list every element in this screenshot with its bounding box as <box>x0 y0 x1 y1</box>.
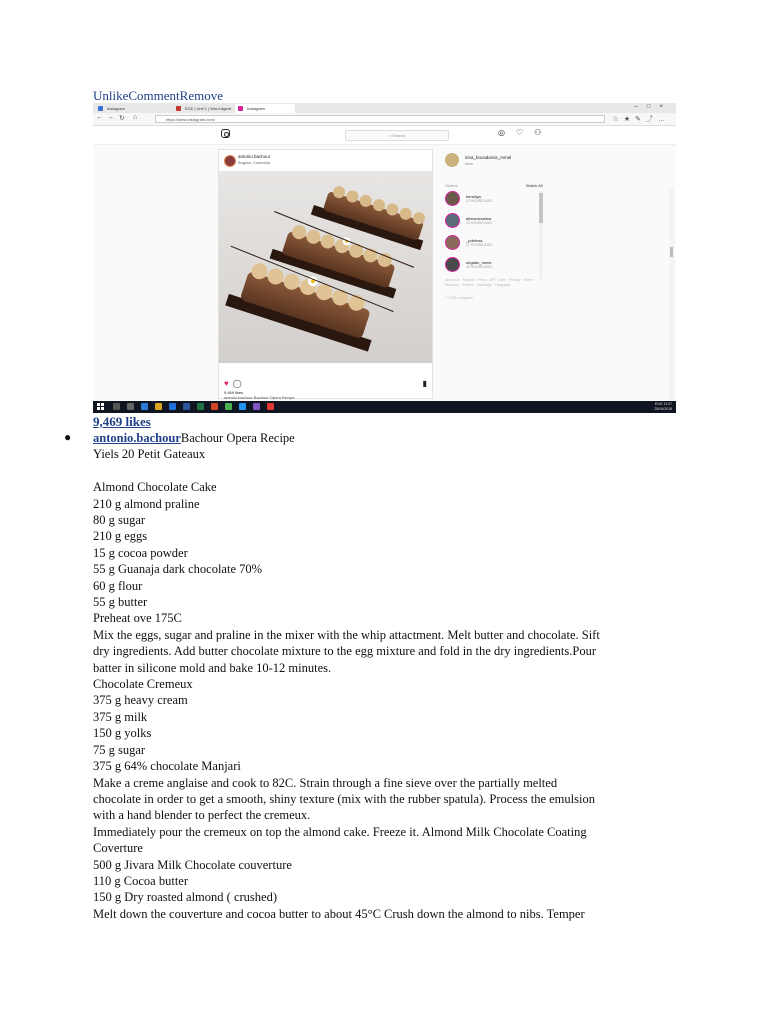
clock-time: 11:07 <box>663 402 672 406</box>
recipe-line: Melt down the couverture and cocoa butter to about 45°C Crush down the almond to nibs. Temper <box>93 906 585 921</box>
recipe-line: 210 g almond praline <box>93 496 200 511</box>
search-input[interactable]: ⌕ Search <box>345 130 449 141</box>
folder-icon[interactable] <box>155 403 162 410</box>
bullet-icon: ● <box>64 430 72 444</box>
recipe-line: 150 g Dry roasted almond ( crushed) <box>93 890 277 905</box>
comment-link[interactable]: Comment <box>128 88 180 103</box>
feed <box>93 145 676 400</box>
chrome-icon[interactable] <box>225 403 232 410</box>
recipe-line: Chocolate Cremeux <box>93 677 193 692</box>
sidebar <box>443 153 563 353</box>
recipe-title: Bachour Opera Recipe <box>180 431 295 445</box>
instagram-screenshot <box>93 103 676 413</box>
tab-favicon-icon <box>238 106 243 111</box>
header-icons <box>498 128 552 137</box>
tab-favicon-icon <box>176 106 181 111</box>
unlike-link[interactable]: Unlike <box>93 88 129 103</box>
task-view-icon[interactable] <box>127 403 134 410</box>
powerpoint-icon[interactable] <box>211 403 218 410</box>
likes-count[interactable]: 9,469 likes <box>93 414 151 429</box>
copyright: © 2018 Instagram <box>445 296 473 300</box>
recipe-line: 55 g Guanaja dark chocolate 70% <box>93 562 263 577</box>
heart-outline-icon[interactable]: ♡ <box>515 128 535 137</box>
avatar[interactable] <box>224 155 236 167</box>
post-actions <box>93 88 223 104</box>
back-icon[interactable]: ← <box>96 114 103 121</box>
recipe-body <box>93 430 693 922</box>
heart-icon[interactable]: ♥ <box>224 379 229 388</box>
url-field[interactable]: https://www.instagram.com/ <box>155 115 605 123</box>
avatar <box>445 257 460 272</box>
instagram-header <box>93 126 676 145</box>
window-controls[interactable]: –□× <box>634 104 672 110</box>
recipe-lines <box>93 446 693 922</box>
refresh-icon[interactable]: ↻ <box>119 115 125 122</box>
tab-favicon-icon <box>98 106 103 111</box>
post-location[interactable]: Bogota, Colombia <box>238 160 270 165</box>
recipe-line: chocolate in order to get a smooth, shiny texture (mix with the rubber spatula). Process the emulsion <box>93 791 595 806</box>
story-item[interactable]: obgatto_mene 19 HOURS AGO <box>445 257 545 275</box>
recipe-line <box>93 463 693 479</box>
profile-icon[interactable]: ⚇ <box>534 128 553 137</box>
recipe-line: 210 g eggs <box>93 529 148 544</box>
recipe-line: batter in silicone mold and bake 10-12 minutes. <box>93 660 332 675</box>
avatar <box>445 213 460 228</box>
recipe-line: Make a creme anglaise and cook to 82C. Strain through a fine sieve over the partially melted <box>93 775 558 790</box>
post-likes[interactable]: 9,469 likes <box>224 390 244 395</box>
start-icon[interactable] <box>97 403 104 410</box>
story-item[interactable]: _pdefnas 17 HOURS AGO <box>445 235 545 253</box>
word-icon[interactable] <box>183 403 190 410</box>
recipe-heading <box>93 430 693 446</box>
profile-subtitle: Irina <box>465 161 473 166</box>
post-image[interactable] <box>219 171 432 363</box>
post-card <box>218 149 433 399</box>
recipe-line: Coverture <box>93 841 143 856</box>
story-item[interactable]: allmanicsalma 13 HOURS AGO <box>445 213 545 231</box>
watch-all-link[interactable]: Watch All <box>526 183 543 188</box>
browser-tab-active[interactable]: Instagram <box>235 104 295 113</box>
post-caption: antonio.bachour Bachour Opera Recipe <box>224 395 295 400</box>
search-icon[interactable] <box>113 403 120 410</box>
bookmark-icon[interactable]: ▮ <box>422 379 427 388</box>
excel-icon[interactable] <box>197 403 204 410</box>
post-header <box>219 150 432 171</box>
avatar[interactable] <box>445 153 459 167</box>
recipe-username[interactable]: antonio.bachour <box>93 431 181 445</box>
post-username[interactable]: antonio.bachour <box>238 154 271 159</box>
page-scrollbar[interactable] <box>669 187 674 413</box>
recipe-line: Immediately pour the cremeux on top the almond cake. Freeze it. Almond Milk Chocolate Coating <box>93 824 587 839</box>
recipe-line: Almond Chocolate Cake <box>93 480 217 495</box>
recipe-line: Mix the eggs, sugar and praline in the mixer with the whip attactment. Melt butter and chocolate. Sift <box>93 627 600 642</box>
browser-tab[interactable]: ECE | Unit 1 | Word Agent <box>173 104 235 113</box>
home-icon[interactable]: ⌂ <box>133 114 138 121</box>
app-icon[interactable] <box>253 403 260 410</box>
post-action-icons <box>224 379 242 388</box>
recipe-line: Yiels 20 Petit Gateaux <box>93 447 206 462</box>
recipe-line: Preheat ove 175C <box>93 611 182 626</box>
recipe-line: 375 g milk <box>93 709 148 724</box>
recipe-line: 375 g 64% chocolate Manjari <box>93 759 241 774</box>
recipe-line: 110 g Cocoa butter <box>93 873 189 888</box>
browser-tab-bar <box>93 103 676 113</box>
recipe-line: 75 g sugar <box>93 742 146 757</box>
remove-link[interactable]: Remove <box>179 88 223 103</box>
avatar <box>445 235 460 250</box>
system-tray[interactable]: ENG 11:07 25/04/2018 <box>654 402 672 411</box>
windows-taskbar <box>93 401 676 413</box>
recipe-line: dry ingredients. Add butter chocolate mixture to the egg mixture and fold in the dry ingredients.Pour <box>93 644 597 659</box>
recipe-line: 500 g Jivara Milk Chocolate couverture <box>93 857 292 872</box>
profile-name[interactable]: irina_bocadarsis_mmel <box>465 155 512 160</box>
recipe-line: 15 g cocoa powder <box>93 545 188 560</box>
recipe-line: 375 g heavy cream <box>93 693 188 708</box>
app-icon[interactable] <box>267 403 274 410</box>
browser-tab[interactable]: Instagram <box>95 104 173 113</box>
forward-icon[interactable]: → <box>107 114 114 121</box>
clock-date: 25/04/2018 <box>654 406 672 411</box>
recipe-line: 60 g flour <box>93 578 143 593</box>
edge-icon[interactable] <box>141 403 148 410</box>
story-item[interactable]: bensilya 12 HOURS AGO <box>445 191 545 209</box>
recipe-line: 80 g sugar <box>93 513 146 528</box>
stories-scrollbar[interactable] <box>539 191 543 279</box>
store-icon[interactable] <box>169 403 176 410</box>
recipe-line: 55 g butter <box>93 595 148 610</box>
comment-icon[interactable]: ◯ <box>232 379 242 388</box>
avatar <box>445 191 460 206</box>
address-bar <box>93 113 676 126</box>
recipe-line: 150 g yolks <box>93 726 152 741</box>
browser-tools[interactable]: ☆★✎⤴… <box>612 116 670 123</box>
instagram-logo-icon[interactable] <box>221 129 230 138</box>
app-icon[interactable] <box>239 403 246 410</box>
stories-label: Stories <box>445 183 458 188</box>
compass-icon[interactable]: ◎ <box>498 128 516 137</box>
sidebar-footer-links[interactable]: About Us · Support · Press · API · Jobs · Privacy · Terms · Directory · Profiles · Hashtags · Language <box>445 278 536 287</box>
recipe-line: with a hand blender to perfect the cremeux. <box>93 808 311 823</box>
